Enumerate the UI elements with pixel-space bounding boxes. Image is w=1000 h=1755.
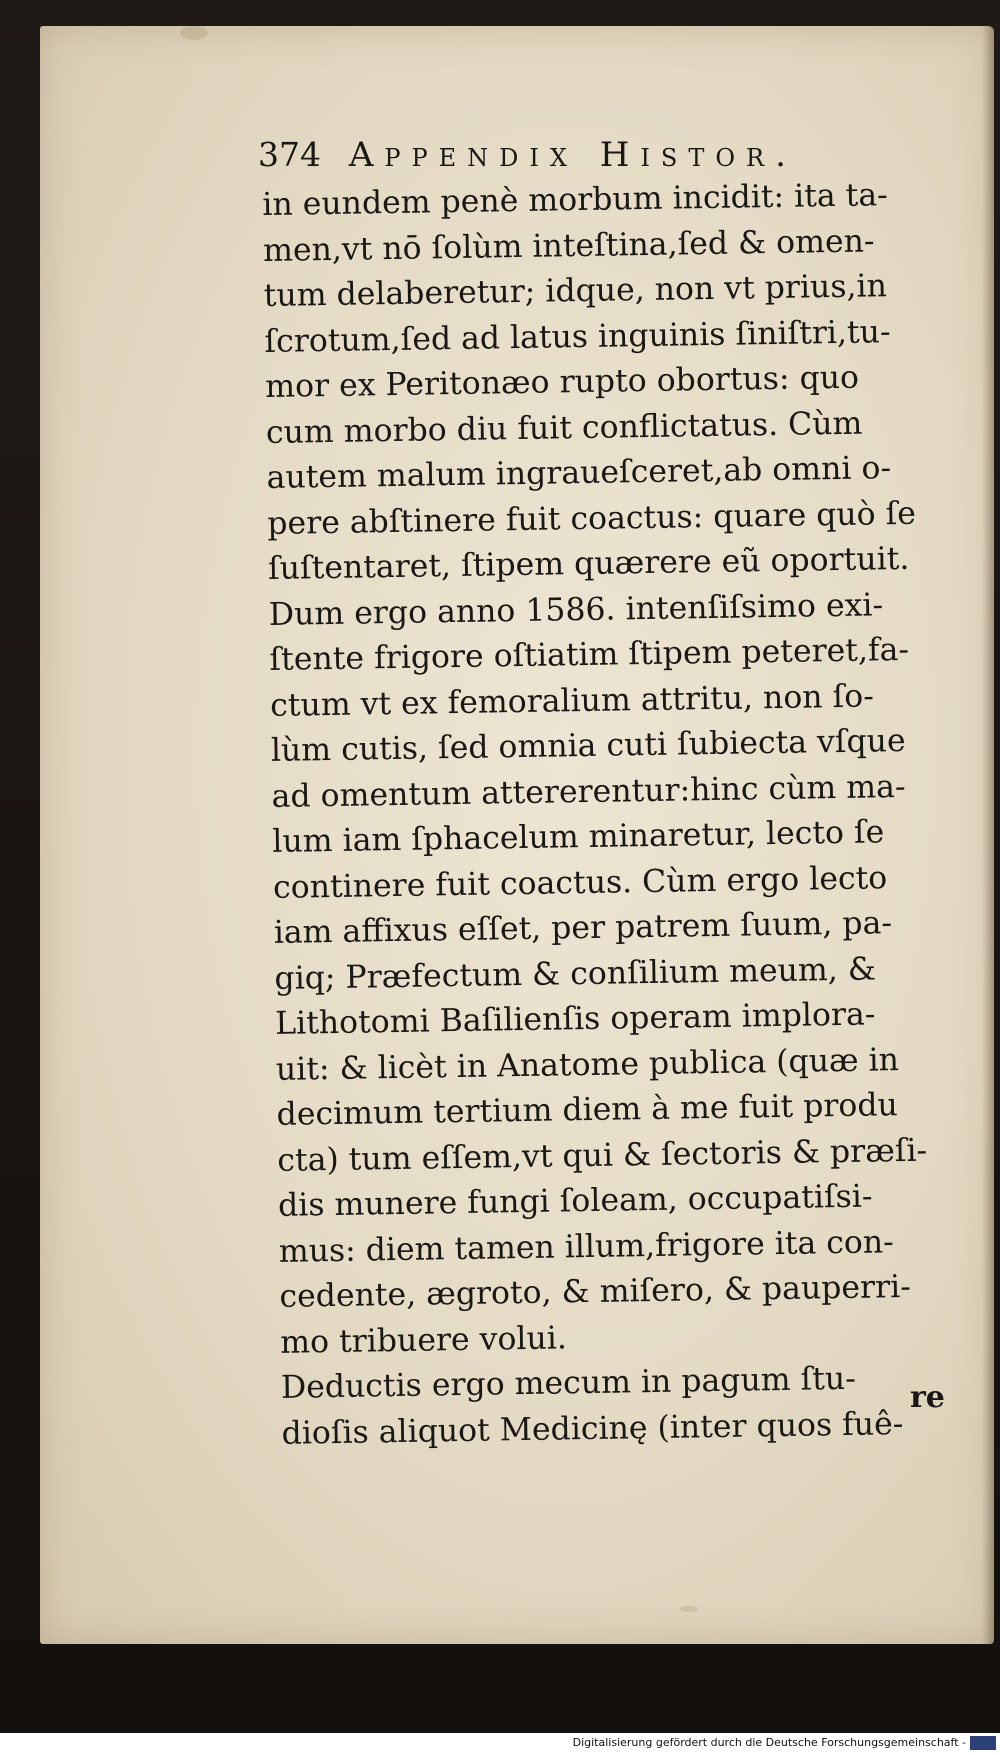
text-line: ſtente frigore oſtiatim ſtipem peteret,fa-: [269, 631, 910, 678]
catchword: re: [910, 1380, 945, 1415]
text-line: lùm cutis, ſed omnia cuti ſubiecta vſque: [270, 722, 906, 769]
text-line: cum morbo diu fuit conflictatus. Cùm: [265, 405, 863, 451]
paper-stain: [680, 1606, 698, 1612]
text-line: cta) tum eſſem,vt qui & ſectoris & præſi-: [277, 1132, 928, 1179]
footer-credit: Digitalisierung gefördert durch die Deutsche Forschungsgemeinschaft -: [572, 1736, 966, 1749]
body-text: [262, 172, 992, 1457]
text-line: ſcrotum,ſed ad latus inguinis ſiniſtri,tu-: [264, 313, 891, 360]
text-line: men,vt nō ſolùm inteſtina,ſed & omen-: [262, 222, 875, 269]
text-line: mor ex Peritonæo rupto obortus: quo: [264, 359, 860, 405]
text-line: autem malum ingraueſceret,ab omni o-: [266, 450, 892, 496]
text-line: pere abſtinere fuit coactus: quare quò ſe: [267, 495, 917, 542]
text-line: mus: diem tamen illum,frigore ita con-: [278, 1223, 895, 1270]
text-line: tum delaberetur; idque, non vt prius,in: [263, 268, 888, 314]
text-line: lum iam ſphacelum minaretur, lecto ſe: [272, 814, 885, 860]
text-line: dis munere fungi ſoleam, occupatiſsi-: [277, 1178, 873, 1224]
text-line: Dum ergo anno 1586. intenſiſsimo exi-: [268, 586, 884, 633]
text-line: iam affixus eſſet, per patrem ſuum, pa-: [273, 905, 893, 951]
text-line: in eundem penè morbum incidit: ita ta-: [262, 177, 889, 223]
text-line: continere fuit coactus. Cùm ergo lecto: [272, 859, 888, 906]
dfg-logo: [970, 1736, 996, 1750]
paper-stain: [180, 26, 208, 40]
text-line: Deductis ergo mecum in pagum ſtu-: [280, 1360, 857, 1406]
text-line: mo tribuere volui.: [279, 1319, 568, 1361]
page-number: 374: [258, 135, 321, 174]
text-line: dioſis aliquot Medicinę (inter quos fuê-: [281, 1405, 904, 1452]
text-line: Lithotomi Baſilienſis operam implora-: [274, 996, 876, 1042]
text-line: giq; Præfectum & conſilium meum, &: [274, 950, 877, 997]
text-line: ctum vt ex femoralium attritu, non ſo-: [269, 677, 875, 724]
running-title: Appendix Histor.: [348, 135, 797, 175]
text-line: cedente, ægroto, & miſero, & pauperri-: [279, 1268, 912, 1315]
text-line: ſuſtentaret, ſtipem quærere eũ oportuit.: [267, 540, 910, 587]
text-line: decimum tertium diem à me fuit produ: [276, 1087, 899, 1133]
text-line: uit: & licèt in Anatome publica (quæ in: [275, 1041, 900, 1088]
text-line: ad omentum attererentur:hinc cùm ma-: [271, 768, 906, 815]
